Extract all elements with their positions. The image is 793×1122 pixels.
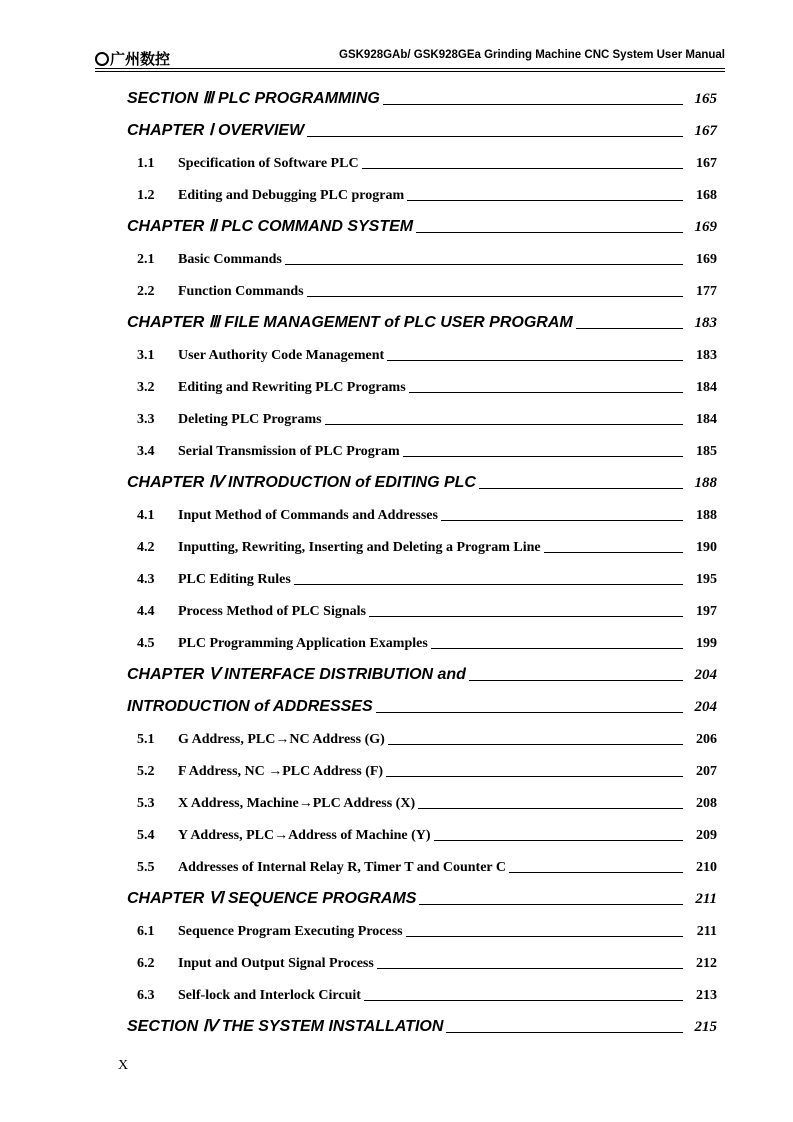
toc-page-number: 209 [696,828,717,843]
toc-page-number: 177 [696,284,717,299]
company-logo [95,48,170,69]
toc-leader-line [383,104,683,105]
toc-entry[interactable] [127,237,717,269]
toc-heading-entry[interactable] [127,77,717,109]
toc-page-number: 210 [696,860,717,875]
toc-entry-title: CHAPTER Ⅲ FILE MANAGEMENT of PLC USER PROGRAM [127,314,573,331]
toc-leader-line [544,552,683,553]
toc-entry-title: User Authority Code Management [178,348,385,363]
page-header [95,46,725,68]
toc-leader-line [362,168,683,169]
toc-heading-entry[interactable] [127,461,717,493]
toc-entry-number: 2.1 [137,252,155,267]
toc-entry[interactable] [127,749,717,781]
toc-entry-title: G Address, PLC→NC Address (G) [178,732,385,747]
toc-leader-line [446,1032,683,1033]
toc-heading-entry[interactable] [127,1005,717,1037]
toc-entry[interactable] [127,909,717,941]
toc-entry[interactable] [127,173,717,205]
toc-page-number: 212 [696,956,717,971]
toc-page-number: 169 [696,252,717,267]
toc-leader-line [285,264,683,265]
toc-leader-line [434,840,683,841]
toc-entry-title: Basic Commands [178,252,282,267]
toc-entry-title: Specification of Software PLC [178,156,359,171]
toc-entry-title: INTRODUCTION of ADDRESSES [127,698,373,715]
toc-entry[interactable] [127,813,717,845]
toc-heading-entry[interactable] [127,877,717,909]
toc-entry[interactable] [127,621,717,653]
page-number: X [118,1058,129,1073]
toc-entry-number: 4.4 [137,604,155,619]
toc-page-number: 208 [696,796,717,811]
gsk-logo-icon [95,52,109,66]
toc-leader-line [441,520,683,521]
toc-entry-title: Deleting PLC Programs [178,412,322,427]
toc-heading-entry[interactable] [127,109,717,141]
toc-entry-title: Process Method of PLC Signals [178,604,366,619]
toc-entry-number: 2.2 [137,284,155,299]
toc-entry-title: CHAPTER Ⅵ SEQUENCE PROGRAMS [127,890,417,907]
toc-entry-title: PLC Editing Rules [178,572,291,587]
toc-page-number: 184 [696,412,717,427]
toc-page-number: 211 [695,891,717,907]
toc-page-number: 204 [694,699,717,715]
toc-entry-title: F Address, NC →PLC Address (F) [178,764,384,779]
toc-entry-number: 5.4 [137,828,155,843]
toc-entry[interactable] [127,941,717,973]
toc-leader-line [377,968,683,969]
toc-entry[interactable] [127,493,717,525]
toc-leader-line [576,328,683,329]
toc-page-number: 185 [696,444,717,459]
toc-leader-line [307,136,683,137]
toc-page-number: 188 [694,475,717,491]
toc-page-number: 206 [696,732,717,747]
toc-entry-title: Y Address, PLC→Address of Machine (Y) [178,828,431,843]
toc-entry[interactable] [127,429,717,461]
toc-page-number: 169 [694,219,717,235]
toc-page-number: 195 [696,572,717,587]
toc-entry[interactable] [127,973,717,1005]
toc-entry[interactable] [127,365,717,397]
toc-entry[interactable] [127,717,717,749]
toc-entry-number: 5.1 [137,732,155,747]
toc-entry-title: CHAPTER Ⅰ OVERVIEW [127,122,305,139]
toc-entry[interactable] [127,781,717,813]
toc-page-number: 190 [696,540,717,555]
table-of-contents [127,77,717,1037]
toc-leader-line [369,616,683,617]
toc-entry-title: Input Method of Commands and Addresses [178,508,438,523]
toc-entry-number: 3.2 [137,380,155,395]
toc-entry-number: 3.3 [137,412,155,427]
toc-leader-line [419,904,683,905]
toc-entry-number: 3.1 [137,348,155,363]
toc-heading-entry[interactable] [127,685,717,717]
toc-leader-line [386,776,683,777]
header-rule-thin [95,71,725,72]
toc-entry-title: Serial Transmission of PLC Program [178,444,400,459]
toc-entry-title: Input and Output Signal Process [178,956,374,971]
toc-leader-line [364,1000,683,1001]
logo-text: 广州数控 [110,50,171,68]
toc-page-number: 188 [696,508,717,523]
toc-entry-title: Function Commands [178,284,304,299]
toc-entry-number: 1.1 [137,156,155,171]
toc-page-number: 211 [696,924,717,939]
toc-leader-line [307,296,683,297]
toc-leader-line [418,808,683,809]
toc-entry-number: 4.3 [137,572,155,587]
toc-entry-title: PLC Programming Application Examples [178,636,428,651]
toc-entry-number: 6.3 [137,988,155,1003]
toc-heading-entry[interactable] [127,205,717,237]
toc-entry-title: SECTION Ⅲ PLC PROGRAMMING [127,90,380,107]
toc-entry-number: 4.1 [137,508,155,523]
toc-entry-title: Editing and Rewriting PLC Programs [178,380,406,395]
toc-page-number: 183 [696,348,717,363]
toc-entry-title: Editing and Debugging PLC program [178,188,405,203]
toc-entry[interactable] [127,397,717,429]
toc-entry-number: 5.2 [137,764,155,779]
toc-entry-title: Sequence Program Executing Process [178,924,403,939]
toc-leader-line [469,680,683,681]
toc-entry-number: 4.5 [137,636,155,651]
toc-leader-line [376,712,683,713]
toc-entry-number: 4.2 [137,540,155,555]
toc-leader-line [388,744,683,745]
toc-leader-line [407,200,683,201]
toc-entry-number: 1.2 [137,188,155,203]
toc-page-number: 183 [694,315,717,331]
toc-leader-line [416,232,683,233]
toc-entry-title: Self-lock and Interlock Circuit [178,988,361,1003]
toc-entry-title: CHAPTER Ⅱ PLC COMMAND SYSTEM [127,218,414,235]
toc-leader-line [479,488,683,489]
toc-entry-number: 6.1 [137,924,155,939]
toc-heading-entry[interactable] [127,653,717,685]
toc-entry-title: CHAPTER Ⅳ INTRODUCTION of EDITING PLC [127,474,476,491]
toc-page-number: 184 [696,380,717,395]
toc-page-number: 215 [694,1019,717,1035]
toc-entry-number: 5.3 [137,796,155,811]
toc-page-number: 207 [696,764,717,779]
toc-entry-number: 3.4 [137,444,155,459]
toc-entry[interactable] [127,589,717,621]
toc-entry[interactable] [127,333,717,365]
toc-leader-line [403,456,683,457]
toc-leader-line [406,936,683,937]
toc-page-number: 167 [696,156,717,171]
toc-entry-title: CHAPTER Ⅴ INTERFACE DISTRIBUTION and [127,666,466,683]
toc-page-number: 168 [696,188,717,203]
toc-entry[interactable] [127,845,717,877]
toc-leader-line [325,424,683,425]
toc-entry-title: X Address, Machine→PLC Address (X) [178,796,416,811]
toc-entry[interactable] [127,269,717,301]
header-title: GSK928GAb/ GSK928GEa Grinding Machine CNC System User Manual [339,49,725,61]
toc-entry-title: Addresses of Internal Relay R, Timer T and Counter C [178,860,506,875]
toc-page-number: 213 [696,988,717,1003]
toc-page-number: 199 [696,636,717,651]
toc-leader-line [387,360,683,361]
header-rule-thick [95,68,725,69]
toc-page-number: 204 [694,667,717,683]
toc-entry[interactable] [127,557,717,589]
toc-entry-title: SECTION Ⅳ THE SYSTEM INSTALLATION [127,1018,444,1035]
toc-entry[interactable] [127,141,717,173]
toc-leader-line [409,392,683,393]
toc-entry-number: 6.2 [137,956,155,971]
toc-leader-line [294,584,683,585]
toc-page-number: 167 [694,123,717,139]
toc-entry[interactable] [127,525,717,557]
toc-leader-line [509,872,683,873]
toc-heading-entry[interactable] [127,301,717,333]
toc-page-number: 197 [696,604,717,619]
toc-entry-title: Inputting, Rewriting, Inserting and Deleting a Program Line [178,540,541,555]
toc-entry-number: 5.5 [137,860,155,875]
toc-page-number: 165 [694,91,717,107]
toc-leader-line [431,648,683,649]
